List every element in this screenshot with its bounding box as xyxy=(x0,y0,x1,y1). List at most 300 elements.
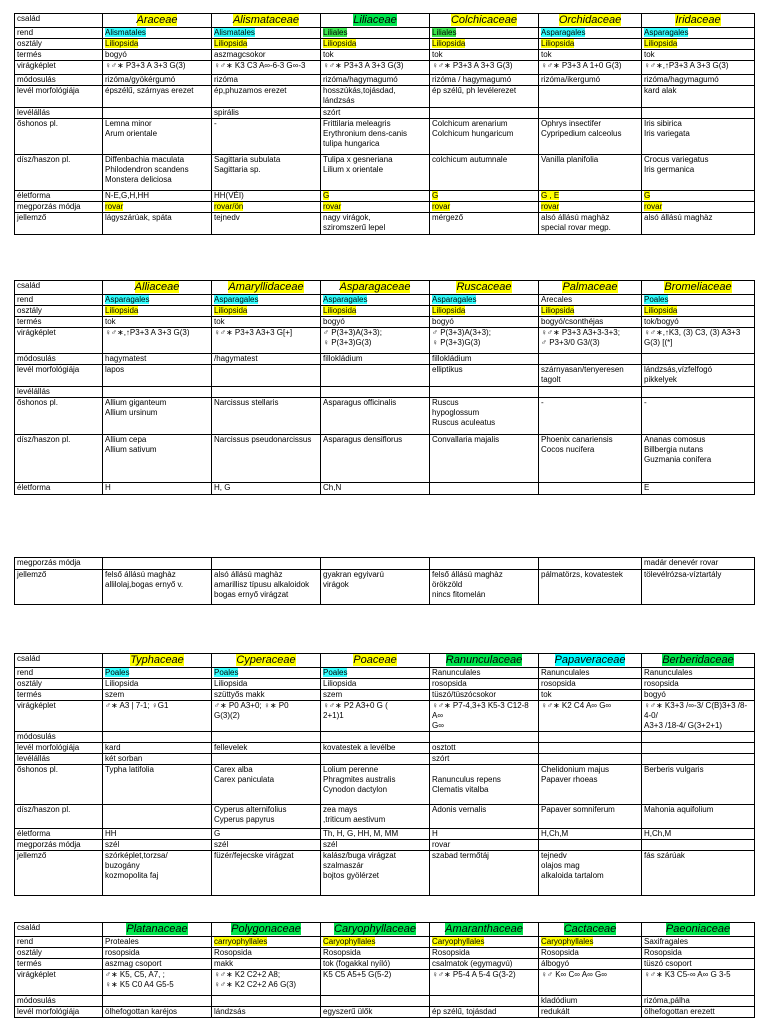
cell-text: tok/bogyó xyxy=(644,317,679,326)
table-cell xyxy=(430,86,539,108)
table-row-viragkeplet xyxy=(15,970,755,996)
table-cell xyxy=(321,937,430,948)
cell-text: G xyxy=(432,191,439,200)
table-cell xyxy=(321,829,430,840)
table-cell xyxy=(539,765,642,805)
table-cell xyxy=(103,398,212,435)
cell-text: Ch,N xyxy=(323,483,342,492)
family-name: Bromeliaceae xyxy=(664,281,732,293)
cell-text: rovar xyxy=(644,202,663,211)
table-cell xyxy=(103,317,212,328)
cell-text: hagymatest xyxy=(105,354,147,363)
table-cell xyxy=(539,39,642,50)
table-row-modosulas xyxy=(15,732,755,743)
cell-text: Proteales xyxy=(105,937,139,946)
family-name: Liliaceae xyxy=(353,14,397,26)
table-cell xyxy=(430,483,539,495)
cell-text: Berberis vulgaris xyxy=(644,765,704,774)
cell-text: Liliopsida xyxy=(105,306,139,315)
family-name-cell xyxy=(430,923,539,937)
table-row-jellemzo xyxy=(15,213,755,235)
table-cell xyxy=(430,948,539,959)
cell-text: Liliopsida xyxy=(644,39,678,48)
cell-text: Iris sibirica Iris variegata xyxy=(644,119,690,138)
table-cell xyxy=(539,948,642,959)
table-cell xyxy=(103,851,212,896)
cell-text: Narcissus stellaris xyxy=(214,398,279,407)
cell-text: Alismatales xyxy=(214,28,255,37)
cell-text: G , E xyxy=(541,191,560,200)
table-cell xyxy=(212,701,321,732)
table-cell xyxy=(539,851,642,896)
table-cell xyxy=(103,829,212,840)
cell-text: szórt xyxy=(432,754,450,763)
family-name-cell xyxy=(103,654,212,668)
table-cell xyxy=(321,948,430,959)
table-cell xyxy=(321,39,430,50)
cell-text: tok xyxy=(541,50,552,59)
table-cell xyxy=(539,191,642,202)
cell-text: csalmatok (egymagvú) xyxy=(432,959,513,968)
cell-text: - xyxy=(541,398,544,407)
cell-text: ♀♂∗ P7-4,3+3 K5-3 C12-8 A∞ G∞ xyxy=(432,701,529,730)
cell-text: rizóma/gyökérgumó xyxy=(105,75,176,84)
table-cell xyxy=(539,840,642,851)
table-cell xyxy=(430,701,539,732)
table-cell xyxy=(103,948,212,959)
cell-text: Caryophyllales xyxy=(323,937,376,946)
table-cell xyxy=(103,28,212,39)
family-name-cell xyxy=(430,14,539,28)
table-cell xyxy=(539,328,642,354)
table-cell xyxy=(539,483,642,495)
cell-text: Rosopsida xyxy=(432,948,470,957)
cell-text: G xyxy=(644,191,651,200)
cell-text: kard xyxy=(105,743,121,752)
table-cell xyxy=(321,328,430,354)
row-label: őshonos pl. xyxy=(15,765,103,805)
cell-text: Th, H, G, HH, M, MM xyxy=(323,829,399,838)
cell-text: Diffenbachia maculata Philodendron scandens Monstera deliciosa xyxy=(105,155,189,184)
cell-text: lándzsás,vízfelfogó pikkelyek xyxy=(644,365,713,384)
cell-text: füzér/fejecske virágzat xyxy=(214,851,294,860)
cell-text: nagy virágok, sziromszerű lepel xyxy=(323,213,386,232)
table-cell xyxy=(212,202,321,213)
cell-text: G xyxy=(214,829,221,838)
table-cell xyxy=(321,754,430,765)
table-cell xyxy=(430,75,539,86)
family-name-cell xyxy=(212,923,321,937)
table-cell xyxy=(430,959,539,970)
cell-text: fillokládium xyxy=(323,354,363,363)
table-cell xyxy=(212,317,321,328)
table-cell xyxy=(430,108,539,119)
table-cell xyxy=(321,75,430,86)
table-cell xyxy=(103,365,212,387)
table-cell xyxy=(539,119,642,155)
row-label: dísz/haszon pl. xyxy=(15,155,103,191)
table-cell xyxy=(430,970,539,996)
table-cell xyxy=(321,86,430,108)
row-label: család xyxy=(15,654,103,668)
cell-text: Asparagus officinalis xyxy=(323,398,397,407)
table-cell xyxy=(430,119,539,155)
table-cell xyxy=(103,959,212,970)
table-cell xyxy=(212,996,321,1007)
cell-text: tölevélrózsa-víztartály xyxy=(644,570,722,579)
cell-text: alsó állású maghàz xyxy=(644,213,713,222)
cell-text: spirális xyxy=(214,108,239,117)
row-label: őshonos pl. xyxy=(15,119,103,155)
cell-text: elliptikus xyxy=(432,365,463,374)
cell-text: Asparagales xyxy=(432,295,477,304)
family-name-cell xyxy=(212,654,321,668)
table-cell xyxy=(539,213,642,235)
family-name-cell xyxy=(430,654,539,668)
cell-text: H xyxy=(105,483,111,492)
table-cell xyxy=(430,202,539,213)
cell-text: Liliopsida xyxy=(214,39,248,48)
table-cell xyxy=(212,840,321,851)
table-row-termes xyxy=(15,317,755,328)
table-row-osztaly xyxy=(15,948,755,959)
cell-text: Asparagales xyxy=(644,28,689,37)
table-row-rend xyxy=(15,28,755,39)
table-cell xyxy=(539,306,642,317)
family-name: Paeoniaceae xyxy=(665,923,731,935)
table-cell xyxy=(642,732,755,743)
table-cell xyxy=(212,75,321,86)
cell-text: Alismatales xyxy=(105,28,146,37)
cell-text: ♀♂∗ P2 A3+0 G ( 2+1)1 xyxy=(323,701,388,720)
cell-text: ♂∗ P0 A3+0; ♀∗ P0 G(3)(2) xyxy=(214,701,289,720)
cell-text: ♀♂∗ P3+3 A 3+3 G(3) xyxy=(432,61,513,70)
cell-text: Phoenix canariensis Cocos nucifera xyxy=(541,435,613,454)
table-cell xyxy=(642,50,755,61)
family-name: Typhaceae xyxy=(130,654,184,666)
table-cell xyxy=(430,50,539,61)
table-cell xyxy=(539,50,642,61)
table-cell xyxy=(642,328,755,354)
row-label: levélállás xyxy=(15,108,103,119)
family-name-cell xyxy=(321,14,430,28)
table-row-level-morfologiaja xyxy=(15,743,755,754)
row-label: levél morfológiája xyxy=(15,86,103,108)
cell-text: rosopsida xyxy=(105,948,140,957)
cell-text: tejnedv xyxy=(214,213,240,222)
row-label: megporzás módja xyxy=(15,840,103,851)
cell-text: Liliopsida xyxy=(432,306,466,315)
table-cell xyxy=(212,1007,321,1018)
table-cell xyxy=(103,213,212,235)
cell-text: rosopsida xyxy=(541,679,576,688)
table-cell xyxy=(212,558,321,570)
cell-text: zea mays ,triticum aestivum xyxy=(323,805,386,824)
cell-text: Poales xyxy=(105,668,130,677)
table-row-megporzas-modja xyxy=(15,558,755,570)
cell-text: Rosopsida xyxy=(644,948,682,957)
table-cell xyxy=(430,306,539,317)
cell-text: ép szélű, tojásdad xyxy=(432,1007,497,1016)
cell-text: lapos xyxy=(105,365,125,374)
table-cell xyxy=(103,570,212,605)
row-label: levél morfológiája xyxy=(15,365,103,387)
table-cell xyxy=(430,732,539,743)
table-cell xyxy=(642,948,755,959)
cell-text: mérgező xyxy=(432,213,464,222)
table-row-osztaly xyxy=(15,306,755,317)
table-cell xyxy=(321,61,430,75)
table-cell xyxy=(103,155,212,191)
table-cell xyxy=(321,840,430,851)
row-label: életforma xyxy=(15,191,103,202)
table-cell xyxy=(539,365,642,387)
family-name: Colchicaceae xyxy=(450,14,518,26)
table-cell xyxy=(430,28,539,39)
cell-text: H,Ch,M xyxy=(541,829,569,838)
cell-text: Tulipa x gesneriana Lilium x orientale xyxy=(323,155,393,174)
table-cell xyxy=(539,317,642,328)
cell-text: HH(VÉI) xyxy=(214,191,244,200)
table-row-disz-haszon-pl xyxy=(15,155,755,191)
cell-text: Poales xyxy=(644,295,669,304)
table-cell xyxy=(642,754,755,765)
table-cell xyxy=(321,970,430,996)
row-label: termés xyxy=(15,317,103,328)
table-cell xyxy=(103,754,212,765)
cell-text: ♀♂ K∞ C∞ A∞ G∞ xyxy=(541,970,607,979)
row-label: család xyxy=(15,923,103,937)
row-label: levél morfológiája xyxy=(15,1007,103,1018)
cell-text: kard alak xyxy=(644,86,677,95)
family-name-cell xyxy=(103,14,212,28)
cell-text: Ananas comosus Billbergia nutans Guzmania conifera xyxy=(644,435,712,464)
table-cell xyxy=(430,690,539,701)
family-name-cell xyxy=(212,281,321,295)
table-row-viragkeplet xyxy=(15,328,755,354)
table-row-level-morfologiaja xyxy=(15,365,755,387)
table-cell xyxy=(103,435,212,483)
table-cell xyxy=(103,61,212,75)
table-cell xyxy=(321,765,430,805)
cell-text: szüttyős makk xyxy=(214,690,265,699)
cell-text: redukált xyxy=(541,1007,570,1016)
table-row-eletforma xyxy=(15,829,755,840)
family-header-row xyxy=(15,923,755,937)
table-cell xyxy=(430,805,539,829)
row-label: virágképlet xyxy=(15,328,103,354)
table-cell xyxy=(103,328,212,354)
table-cell xyxy=(212,937,321,948)
table-cell xyxy=(212,948,321,959)
table-row-levelallas xyxy=(15,387,755,398)
table-row-viragkeplet xyxy=(15,701,755,732)
row-label: osztály xyxy=(15,679,103,690)
cell-text: ♀♂∗,↑P3+3 A 3+3 G(3) xyxy=(644,61,729,70)
table-row-rend xyxy=(15,668,755,679)
table-cell xyxy=(321,306,430,317)
table-cell xyxy=(321,317,430,328)
cell-text: Ranunculus repens Clematis vitalba xyxy=(432,775,501,794)
cell-text: Liliopsida xyxy=(323,306,357,315)
row-label: levélállás xyxy=(15,754,103,765)
row-label: megporzás módja xyxy=(15,202,103,213)
family-name-cell xyxy=(212,14,321,28)
table-row-eletforma xyxy=(15,191,755,202)
cell-text: Typha latifolia xyxy=(105,765,154,774)
table-row-levelallas xyxy=(15,754,755,765)
family-name-cell xyxy=(430,281,539,295)
cell-text: Papaver somniferum xyxy=(541,805,615,814)
table-cell xyxy=(103,191,212,202)
cell-text: szem xyxy=(323,690,343,699)
row-label: termés xyxy=(15,690,103,701)
cell-text: tok xyxy=(323,50,334,59)
table-cell xyxy=(321,50,430,61)
row-label: család xyxy=(15,14,103,28)
table-cell xyxy=(321,851,430,896)
cell-text: ♀♂∗ P3+3 A3+3 G[+] xyxy=(214,328,293,337)
cell-text: tok xyxy=(105,317,116,326)
row-label: rend xyxy=(15,295,103,306)
cell-text: ♀♂∗ K3 C5-∞ A∞ G 3-5 xyxy=(644,970,731,979)
cell-text: Ranunculales xyxy=(432,668,481,677)
table-row-modosulas xyxy=(15,354,755,365)
table-cell xyxy=(212,765,321,805)
table-cell xyxy=(539,959,642,970)
cell-text: ♀♂∗ P3+3 A3+3-3+3; ♂ P3+3/0 G3/(3) xyxy=(541,328,620,347)
cell-text: Liliopsida xyxy=(105,679,139,688)
table-row-rend xyxy=(15,295,755,306)
table-cell xyxy=(321,28,430,39)
table-cell xyxy=(642,108,755,119)
cell-text: rizóma/hagymagumó xyxy=(323,75,398,84)
table-cell xyxy=(430,668,539,679)
table-cell xyxy=(539,690,642,701)
row-label: őshonos pl. xyxy=(15,398,103,435)
row-label: virágképlet xyxy=(15,970,103,996)
table-cell xyxy=(430,1007,539,1018)
table-row-termes xyxy=(15,50,755,61)
table-cell xyxy=(642,1007,755,1018)
table-cell xyxy=(539,701,642,732)
cell-text: felső állású maghàz allilolaj,bogas ernyő v. xyxy=(105,570,184,589)
cell-text: ♀♂∗,↑K3, (3) C3, (3) A3+3 G(3) [(*] xyxy=(644,328,741,347)
family-table xyxy=(14,653,755,896)
family-name: Orchidaceae xyxy=(558,14,622,26)
family-table xyxy=(14,557,755,605)
table-cell xyxy=(430,213,539,235)
cell-text: ♀♂∗ K2 C4 A∞ G∞ xyxy=(541,701,612,710)
cell-text: szél xyxy=(214,840,229,849)
cell-text: ♀♂∗,↑P3+3 A 3+3 G(3) xyxy=(105,328,190,337)
cell-text: tüszó/tüszócsokor xyxy=(432,690,497,699)
cell-text: ♀♂∗ P5-4 A 5-4 G(3-2) xyxy=(432,970,516,979)
row-label: dísz/haszon pl. xyxy=(15,435,103,483)
table-cell xyxy=(539,86,642,108)
table-cell xyxy=(430,765,539,805)
cell-text: felső állású maghàz örökzöld nincs fitomelán xyxy=(432,570,503,599)
table-cell xyxy=(539,996,642,1007)
table-cell xyxy=(212,295,321,306)
cell-text: Liliopsida xyxy=(323,39,357,48)
table-cell xyxy=(212,306,321,317)
cell-text: Caryophyllales xyxy=(432,937,485,946)
cell-text: Liliopsida xyxy=(541,39,575,48)
row-label: levél morfológiája xyxy=(15,743,103,754)
family-name: Ranunculaceae xyxy=(445,654,523,666)
row-label: jellemző xyxy=(15,570,103,605)
cell-text: tok xyxy=(541,690,552,699)
table-cell xyxy=(539,829,642,840)
family-name: Araceae xyxy=(136,14,178,26)
cell-text: Asparagales xyxy=(105,295,150,304)
table-row-level-morfologiaja xyxy=(15,86,755,108)
table-cell xyxy=(103,970,212,996)
table-cell xyxy=(539,668,642,679)
table-cell xyxy=(103,202,212,213)
cell-text: fellevelek xyxy=(214,743,248,752)
table-cell xyxy=(321,679,430,690)
family-header-row xyxy=(15,14,755,28)
table-cell xyxy=(539,398,642,435)
cell-text: makk xyxy=(214,959,234,968)
family-name-cell xyxy=(642,281,755,295)
cell-text: szárnyasan/tenyeresen tagolt xyxy=(541,365,624,384)
cell-text: Mahonia aquifolium xyxy=(644,805,714,814)
cell-text: két sorban xyxy=(105,754,143,763)
row-label: osztály xyxy=(15,39,103,50)
family-name: Alliaceae xyxy=(134,281,180,293)
family-name: Amaryllidaceae xyxy=(228,281,304,293)
family-name: Palmaceae xyxy=(562,281,618,293)
table-cell xyxy=(103,295,212,306)
table-cell xyxy=(321,558,430,570)
cell-text: bogyó xyxy=(644,690,666,699)
table-cell xyxy=(103,690,212,701)
table-cell xyxy=(321,191,430,202)
table-cell xyxy=(321,959,430,970)
family-name-cell xyxy=(321,281,430,295)
cell-text: Ruscus hypoglossum Ruscus aculeatus xyxy=(432,398,496,427)
cell-text: rosopsida xyxy=(432,679,467,688)
table-cell xyxy=(430,365,539,387)
table-cell xyxy=(212,483,321,495)
table-cell xyxy=(212,119,321,155)
row-label: család xyxy=(15,281,103,295)
table-cell xyxy=(212,679,321,690)
cell-text: rovar xyxy=(323,202,342,211)
table-cell xyxy=(642,365,755,387)
cell-text: rizóma xyxy=(214,75,239,84)
family-name-cell xyxy=(642,923,755,937)
cell-text: rosopsida xyxy=(644,679,679,688)
cell-text: tok (fogakkal nyíló) xyxy=(323,959,391,968)
cell-text: gyakran egyivarú virágok xyxy=(323,570,384,589)
table-cell xyxy=(430,840,539,851)
cell-text: rizóma,pálha xyxy=(644,996,690,1005)
table-cell xyxy=(430,387,539,398)
table-cell xyxy=(212,754,321,765)
cell-text: ♀♂∗ P3+3 A 3+3 G(3) xyxy=(323,61,404,70)
table-cell xyxy=(212,743,321,754)
table-cell xyxy=(212,570,321,605)
table-cell xyxy=(321,119,430,155)
cell-text: Colchicum arenarium Colchicum hungaricum xyxy=(432,119,514,138)
table-row-osztaly xyxy=(15,39,755,50)
cell-text: Liliopsida xyxy=(214,679,248,688)
table-cell xyxy=(642,558,755,570)
